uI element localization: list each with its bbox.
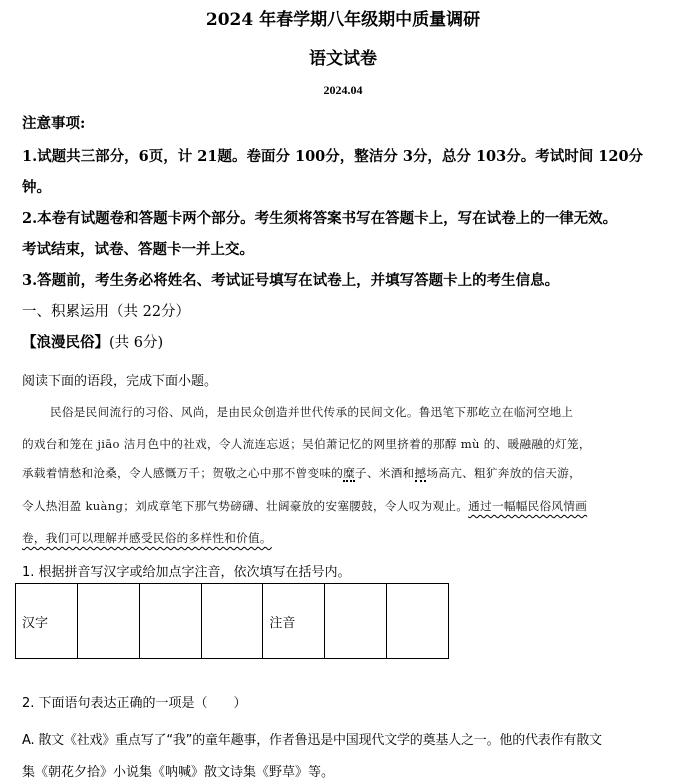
passage-line-3 (22, 465, 581, 481)
notice-heading: 注意事项: (22, 115, 86, 132)
answer-cell-zhuyin-2[interactable] (387, 584, 449, 659)
answer-cell-hanzi-1[interactable] (77, 584, 139, 659)
question-1: 1. 根据拼音写汉字或给加点字注音，依次填写在括号内。 (22, 565, 351, 580)
passage-line-4 (22, 498, 587, 514)
notice-item-3: 3.答题前，考生务必将姓名、考试证号填写在试卷上，并填写答题卡上的考生信息。 (22, 272, 560, 289)
hanzi-label-cell: 汉字 (16, 584, 78, 659)
section-1-subheading (22, 331, 163, 352)
exam-date: 2024.04 (323, 83, 363, 97)
passage-line-5 (22, 530, 272, 546)
wavy-underline-sentence-part-2: 卷，我们可以理解并感受民俗的多样性和价值。 (22, 531, 272, 545)
passage-line-3-part-c: 场高亢、粗犷奔放的信天游， (426, 466, 582, 480)
dotted-char-mo: 糜 (343, 466, 356, 480)
subheading-title: 【浪漫民俗】 (22, 334, 109, 351)
option-a-line-2: 集《朝花夕拾》小说集《呐喊》散文诗集《野草》等。 (22, 765, 335, 780)
exam-subject: 语文试卷 (309, 49, 377, 69)
answer-cell-zhuyin-1[interactable] (325, 584, 387, 659)
passage-line-4-text: 令人热泪盈 kuàng；刘成章笔下那气势磅礴、壮阔豪放的安塞腰鼓，令人叹为观止。 (22, 499, 469, 513)
passage-line-3-part-b: 子、米酒和 (355, 466, 415, 480)
option-a-line-1: A. 散文《社戏》重点写了“我”的童年趣事，作者鲁迅是中国现代文学的奠基人之一。他的代表作有散文 (22, 733, 602, 748)
passage-line-1: 民俗是民间流行的习俗、风尚，是由民众创造并世代传承的民间文化。鲁迅笔下那屹立在临河空地上 (50, 405, 574, 419)
subheading-points: (共 6分) (109, 335, 164, 351)
answer-grid-row (16, 584, 449, 659)
question-2: 2. 下面语句表达正确的一项是（ ） (22, 696, 247, 711)
passage-line-3-part-a: 承载着情愁和沧桑，令人感慨万千；贺敬之心中那不曾变味的 (22, 466, 344, 480)
zhuyin-label-cell: 注音 (263, 584, 325, 659)
notice-item-1-line-1: 1.试题共三部分，6页，计 21题。卷面分 100分，整洁分 3分，总分 103分。考试时间 120分 (22, 148, 644, 165)
answer-cell-hanzi-3[interactable] (201, 584, 263, 659)
answer-grid (15, 583, 449, 659)
notice-item-1-line-2: 钟。 (22, 179, 51, 196)
reading-instruction: 阅读下面的语段，完成下面小题。 (22, 374, 218, 389)
answer-cell-hanzi-2[interactable] (139, 584, 201, 659)
wavy-underline-sentence-part-1: 通过一幅幅民俗风情画 (468, 499, 588, 513)
section-1-heading: 一、积累运用（共 22分） (22, 304, 191, 320)
notice-item-2-line-1: 2.本卷有试题卷和答题卡两个部分。考生须将答案书写在答题卡上，写在试卷上的一律无效。 (22, 210, 618, 227)
passage-line-2: 的戏台和笼在 jiāo 洁月色中的社戏，令人流连忘返；吴伯萧记忆的网里挤着的那醇 mù 的、暖融融的灯笼， (22, 437, 591, 451)
dotted-char-han: 撼 (414, 466, 427, 480)
notice-item-2-line-2: 考试结束，试卷、答题卡一并上交。 (22, 241, 254, 258)
exam-title: 2024 年春学期八年级期中质量调研 (205, 10, 481, 30)
